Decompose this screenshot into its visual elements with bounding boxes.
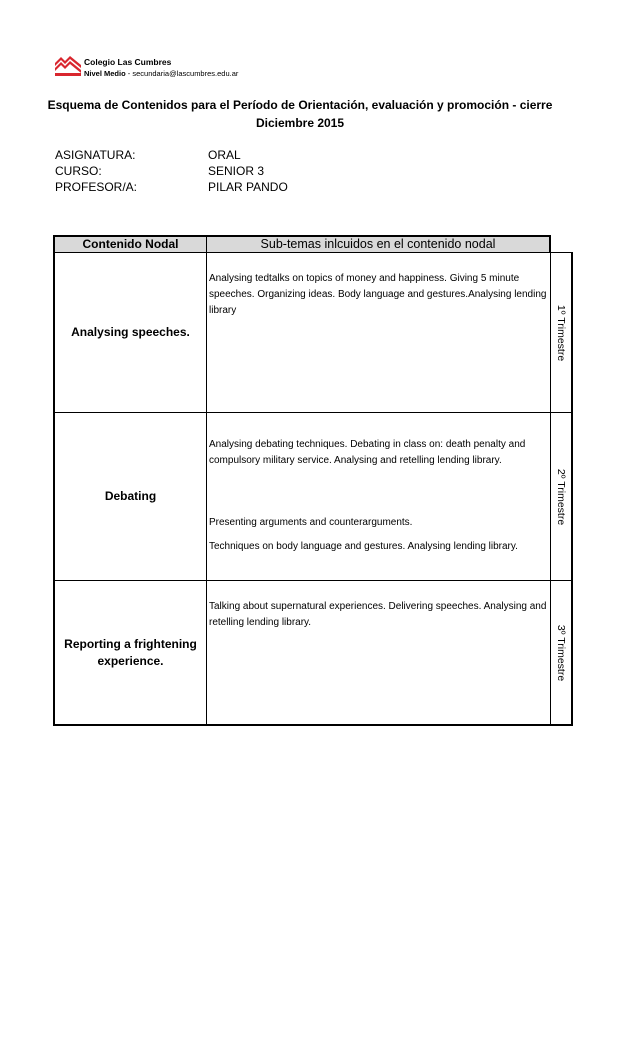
trimestre-label: 2º Trimestre xyxy=(555,468,567,525)
subtopics-cell-2 xyxy=(206,412,551,581)
nodal-label: Analysing speeches. xyxy=(71,325,190,339)
table-header-subtopics: Sub-temas inlcuidos en el contenido nodal xyxy=(206,235,551,253)
subtopic-text: Presenting arguments and counterarguments. xyxy=(209,517,413,528)
asignatura-label: ASIGNATURA: xyxy=(55,148,136,162)
curso-value: SENIOR 3 xyxy=(208,164,265,178)
trimestre-label: 3º Trimestre xyxy=(555,624,567,681)
subtopic-text: Analysing tedtalks on topics of money and happiness. Giving 5 minute speeches. Organizing ideas. Body language and gestures.Analysing lending library xyxy=(209,273,547,316)
subtopic-text: Analysing debating techniques. Debating in class on: death penalty and compulsory military service. Analysing and retelling lending library. xyxy=(209,439,526,466)
nodal-cell-analysing-speeches xyxy=(53,252,207,413)
school-level: Nivel Medio xyxy=(84,69,126,78)
nodal-label: Debating xyxy=(104,489,157,503)
header-separator: - xyxy=(127,69,131,78)
school-subtitle xyxy=(84,69,238,78)
curso-label: CURSO: xyxy=(55,164,102,178)
subtopic-text: Techniques on body language and gestures. Analysing lending library. xyxy=(209,541,518,552)
nodal-cell-debating xyxy=(53,412,207,581)
nodal-cell-reporting xyxy=(53,580,207,726)
document-title: Esquema de Contenidos para el Período de Orientación, evaluación y promoción - cierre Diciembre 2015 xyxy=(47,98,553,130)
trimestre-label: 1º Trimestre xyxy=(555,304,567,361)
table-header-nodal: Contenido Nodal xyxy=(53,235,207,253)
nodal-label: Reporting a frightening experience. xyxy=(64,636,197,668)
profesor-label: PROFESOR/A: xyxy=(55,180,138,194)
trimestre-cell-1 xyxy=(550,252,573,413)
profesor-value: PILAR PANDO xyxy=(208,180,288,194)
trimestre-cell-3 xyxy=(550,580,573,726)
subtopics-cell-3 xyxy=(206,580,551,726)
trimestre-cell-2 xyxy=(550,412,573,581)
mountains-logo-icon xyxy=(55,56,81,76)
school-name: Colegio Las Cumbres xyxy=(84,57,172,67)
school-email: secundaria@lascumbres.edu.ar xyxy=(132,69,239,78)
subtopics-cell-1 xyxy=(206,252,551,413)
subtopic-text: Talking about supernatural experiences. Delivering speeches. Analysing and retelling lending library. xyxy=(209,601,547,628)
asignatura-value: ORAL xyxy=(208,148,241,162)
